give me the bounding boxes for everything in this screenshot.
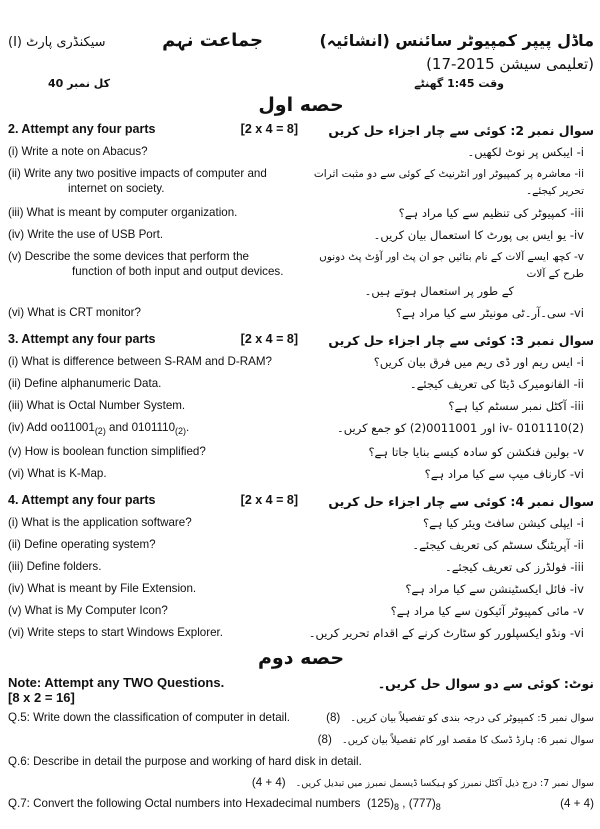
q3-item-text: and 0101110 [105, 421, 176, 434]
q2-title: 2. Attempt any four parts [8, 122, 156, 136]
q2-urdu-item: v- کچھ ایسے آلات کے نام بتائیں جو ان پٹ اور آؤٹ پٹ دونوں طرح کے آلات [319, 251, 584, 280]
part2-urdu-note: نوٹ: کوئی سے دو سوال حل کریں۔ [377, 676, 594, 691]
q6-row [8, 732, 594, 749]
q2-row [8, 166, 594, 200]
q2-item: (vi) What is CRT monitor? [8, 306, 141, 319]
q4-row [8, 515, 594, 532]
q4-title: 4. Attempt any four parts [8, 493, 156, 507]
part2-marks: [8 x 2 = 16] [8, 690, 75, 705]
q2-item: (v) Describe the some devices that perform the [8, 250, 249, 263]
q5-row [8, 710, 594, 727]
q4-row [8, 537, 594, 554]
q2-marks: [2 x 4 = 8] [240, 122, 298, 136]
q3-urdu-item: i- ایس ریم اور ڈی ریم میں فرق بیان کریں؟ [373, 355, 584, 369]
q2-row [8, 205, 594, 222]
q3-urdu-item: ii- الفانومیرک ڈیٹا کی تعریف کیجئے۔ [409, 377, 584, 391]
q2-item: (i) Write a note on Abacus? [8, 145, 148, 158]
q2-urdu-item: i- ایبکس پر نوٹ لکھیں۔ [467, 145, 584, 159]
q2-row [8, 227, 594, 244]
q2-urdu-item: vi- سی۔آر۔ٹی مونیٹر سے کیا مراد ہے؟ [395, 306, 584, 320]
q3-item-text: (iv) Add oo11001 [8, 421, 95, 434]
q6-text: Q.6: Describe in detail the purpose and working of hard disk in detail. [8, 755, 362, 768]
q7-text-body: Q.7: Convert the following Octal numbers into Hexadecimal numbers [8, 797, 361, 810]
q2-item: function of both input and output devices. [72, 265, 284, 278]
q4-row [8, 603, 594, 620]
q3-row [8, 466, 594, 483]
q4-urdu-item: v- مائی کمپیوٹر آئیکون سے کیا مراد ہے؟ [390, 604, 584, 618]
q2-row [8, 144, 594, 161]
q7-text [8, 796, 441, 815]
header-subrow [8, 77, 594, 90]
q5-marks: (8) [326, 711, 341, 724]
q3-item-text: . [186, 421, 190, 434]
q4-header [8, 493, 594, 510]
q2-urdu-title: سوال نمبر 2: کوئی سے چار اجزاء حل کریں [328, 123, 594, 138]
q2-item: (iii) What is meant by computer organization. [8, 206, 238, 219]
q2-header [8, 122, 594, 139]
q6-line [8, 754, 594, 769]
q2-row [8, 249, 594, 300]
base-subscript: 8 [394, 802, 400, 812]
q2-title-line [8, 122, 298, 137]
q2-urdu-group [304, 249, 594, 300]
total-marks: کل نمبر 40 [48, 77, 111, 90]
q7-urdu-marks: (4 + 4) [251, 776, 286, 789]
section-2-title: حصه دوم [257, 647, 345, 669]
q7-urdu-cell [8, 775, 594, 792]
q3-urdu-title: سوال نمبر 3: کوئی سے چار اجزاء حل کریں [328, 333, 594, 348]
q6-urdu: سوال نمبر 6: ہارڈ ڈسک کا مقصد اور کام تفصیلاً بیان کریں۔ [341, 735, 594, 746]
q2-item: (ii) Write any two positive impacts of computer and [8, 167, 267, 180]
q5-urdu: سوال نمبر 5: کمپیوٹر کی درجہ بندی کو تفصیلاً بیان کریں۔ [350, 713, 594, 724]
part2-header [8, 675, 594, 705]
q6-marks: (8) [317, 733, 332, 746]
q3-row [8, 444, 594, 461]
base-subscript: 8 [435, 802, 441, 812]
q2-urdu-item: iv- یو ایس بی پورٹ کا استعمال بیان کریں۔ [373, 228, 584, 242]
q4-item: (vi) Write steps to start Windows Explorer. [8, 626, 223, 639]
session-label: (تعلیمی سیشن 2015-17) [426, 55, 594, 73]
q3-title: 3. Attempt any four parts [8, 332, 156, 346]
q4-item: (iii) Define folders. [8, 560, 102, 573]
q3-urdu-item: iv- 0101110(2) اور 0011001(2) کو جمع کریں۔ [337, 421, 584, 435]
q3-row [8, 376, 594, 393]
q3-marks: [2 x 4 = 8] [240, 332, 298, 346]
q4-marks: [2 x 4 = 8] [240, 493, 298, 507]
q4-item: (iv) What is meant by File Extension. [8, 582, 197, 595]
q3-row [8, 354, 594, 371]
q4-urdu-item: iv- فائل ایکسٹینشن سے کیا مراد ہے؟ [405, 582, 584, 596]
q3-item: (ii) Define alphanumeric Data. [8, 377, 162, 390]
q3-header [8, 332, 594, 349]
q7-number: (777) [408, 797, 436, 810]
q3-urdu-item: vi- کارناف میپ سے کیا مراد ہے؟ [424, 467, 584, 481]
base-subscript: (2) [175, 426, 187, 436]
base-subscript: (2) [94, 426, 106, 436]
q3-item [8, 420, 298, 439]
q2-item-group [8, 249, 298, 279]
q3-urdu-item: iii- آکٹل نمبر سسٹم کیا ہے؟ [448, 399, 584, 413]
header-row [8, 30, 594, 73]
q7-number: (125) [366, 797, 395, 810]
class-label: جماعت نہم [162, 30, 263, 51]
q4-item: (ii) Define operating system? [8, 538, 156, 551]
paper-title: ماڈل پیپر کمپیوٹر سائنس (انشائیہ) [319, 31, 594, 50]
section-1-title: حصه اول [258, 94, 344, 116]
q4-title-line [8, 493, 298, 508]
q3-item: (v) How is boolean function simplified? [8, 445, 206, 458]
q4-item: (i) What is the application software? [8, 516, 192, 529]
q3-item: (i) What is difference between S-RAM and D-RAM? [8, 355, 272, 368]
q2-item: internet on society. [68, 182, 165, 195]
q2-row [8, 305, 594, 322]
q5-text: Q.5: Write down the classification of computer in detail. [8, 711, 291, 724]
q3-urdu-item: v- بولین فنکشن کو سادہ کیسے بنایا جاتا ہے؟ [368, 445, 584, 459]
q4-row [8, 559, 594, 576]
q4-urdu-item: ii- آپریٹنگ سسٹم کی تعریف کیجئے۔ [412, 538, 584, 552]
q2-item: (iv) Write the use of USB Port. [8, 228, 164, 241]
q5-urdu-cell [304, 710, 594, 727]
q2-urdu-item: iii- کمپیوٹر کی تنظیم سے کیا مراد ہے؟ [398, 206, 584, 220]
q6-urdu-cell [304, 732, 594, 749]
q3-item: (iii) What is Octal Number System. [8, 399, 186, 412]
q3-row [8, 398, 594, 415]
q3-row [8, 420, 594, 439]
q2-item-group [8, 166, 298, 196]
q7-line [8, 796, 594, 815]
part-label: سیکنڈری پارٹ (I) [8, 35, 106, 50]
q2-urdu-item: ii- معاشرہ پر کمپیوٹر اور انٹرنیٹ کے کوئی سے دو مثبت اثرات تحریر کیجئے۔ [313, 168, 584, 197]
q7-marks: (4 + 4) [560, 797, 594, 810]
q4-urdu-item: i- ایپلی کیشن سافٹ ویئر کیا ہے؟ [422, 516, 584, 530]
q4-item: (v) What is My Computer Icon? [8, 604, 168, 617]
q3-item: (vi) What is K-Map. [8, 467, 107, 480]
part2-note-line [8, 675, 298, 705]
q4-row [8, 625, 594, 642]
q4-urdu-item: iii- فولڈرز کی تعریف کیجئے۔ [444, 560, 584, 574]
separator: , [399, 797, 409, 810]
time-label: وقت 1:45 گھنٹے [414, 77, 504, 90]
q7-urdu: سوال نمبر 7: درج ذیل آکٹل نمبرز کو ہیکسا ڈیسمل نمبرز میں تبدیل کریں۔ [295, 778, 594, 789]
q4-urdu-item: vi- ونڈو ایکسپلورر کو سٹارٹ کرنے کے اقدام تحریر کریں۔ [308, 626, 584, 640]
q2-urdu-item: کے طور پر استعمال ہوتے ہیں۔ [364, 284, 514, 298]
part2-note: Note: Attempt any TWO Questions. [8, 675, 225, 690]
q3-title-line [8, 332, 298, 347]
q4-urdu-title: سوال نمبر 4: کوئی سے چار اجزاء حل کریں [328, 494, 594, 509]
q4-row [8, 581, 594, 598]
